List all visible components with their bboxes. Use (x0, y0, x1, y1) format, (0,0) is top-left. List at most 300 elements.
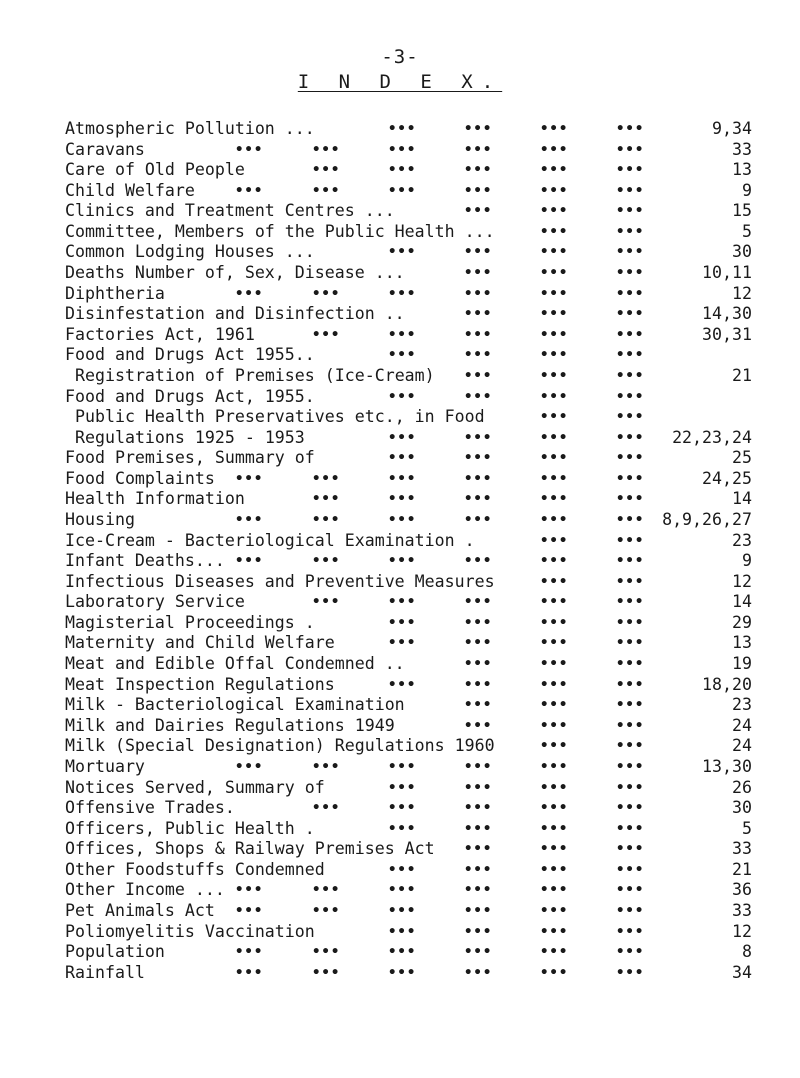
leader-dots: ••• (616, 203, 645, 220)
leader-dots: ••• (388, 594, 417, 611)
leader-dots: ••• (388, 553, 417, 570)
leader-dots: ••• (540, 409, 569, 426)
leader-dots: ••• (464, 614, 493, 631)
leader-dots: ••• (616, 573, 645, 590)
index-entry (0, 181, 800, 202)
leader-dots: ••• (616, 779, 645, 796)
leader-dots: ••• (616, 923, 645, 940)
leader-dots: ••• (616, 532, 645, 549)
leader-dots: ••• (464, 882, 493, 899)
leader-dots: ••• (388, 820, 417, 837)
index-entry (0, 778, 800, 799)
leader-dots: ••• (616, 820, 645, 837)
leader-dots: ••• (540, 511, 569, 528)
leader-dots: ••• (312, 594, 341, 611)
leader-dots: ••• (540, 223, 569, 240)
index-entry-label: Meat Inspection Regulations (65, 674, 335, 694)
index-entry-label: Housing (65, 509, 135, 529)
leader-dots: ••• (540, 244, 569, 261)
leader-dots: ••• (312, 491, 341, 508)
index-entry (0, 284, 800, 305)
leader-dots: ••• (388, 182, 417, 199)
leader-dots: ••• (616, 902, 645, 919)
leader-dots: ••• (464, 367, 493, 384)
leader-dots: ••• (616, 656, 645, 673)
leader-dots: ••• (540, 141, 569, 158)
leader-dots: ••• (616, 244, 645, 261)
leader-dots: ••• (388, 676, 417, 693)
index-entry-label: Factories Act, 1961 (65, 324, 255, 344)
leader-dots: ••• (235, 944, 264, 961)
leader-dots: ••• (235, 511, 264, 528)
index-entry-label: Maternity and Child Welfare (65, 633, 335, 653)
leader-dots: ••• (464, 326, 493, 343)
index-entry-pages: 15 (732, 201, 752, 221)
index-entry (0, 428, 800, 449)
index-entry-pages: 33 (732, 139, 752, 159)
leader-dots: ••• (312, 326, 341, 343)
leader-dots: ••• (464, 203, 493, 220)
index-entry-pages: 30 (732, 798, 752, 818)
index-entry-label: Diphtheria (65, 283, 165, 303)
index-entry-pages: 9 (742, 551, 752, 571)
leader-dots: ••• (616, 491, 645, 508)
index-entry-pages: 18,20 (702, 674, 752, 694)
index-entry-pages: 30 (732, 242, 752, 262)
leader-dots: ••• (388, 964, 417, 981)
index-entry (0, 654, 800, 675)
index-entry (0, 695, 800, 716)
index-entry-pages: 33 (732, 900, 752, 920)
leader-dots: ••• (540, 861, 569, 878)
index-entry-pages: 14 (732, 592, 752, 612)
index-entry-pages: 13 (732, 633, 752, 653)
leader-dots: ••• (464, 594, 493, 611)
leader-dots: ••• (616, 738, 645, 755)
index-entry-pages: 9,34 (712, 119, 752, 138)
index-entry-label: Milk and Dairies Regulations 1949 (65, 715, 395, 735)
index-entry-pages: 5 (742, 818, 752, 838)
leader-dots: ••• (464, 902, 493, 919)
index-entry-label: Mortuary (65, 756, 145, 776)
leader-dots: ••• (540, 594, 569, 611)
index-entry-label: Food Premises, Summary of (65, 448, 315, 468)
leader-dots: ••• (540, 491, 569, 508)
index-entry (0, 757, 800, 778)
index-entry-label: Infant Deaths... (65, 551, 225, 571)
index-entry-label: Milk (Special Designation) Regulations 1960 (65, 736, 495, 756)
index-entry-label: Offensive Trades. (65, 798, 235, 818)
leader-dots: ••• (312, 141, 341, 158)
leader-dots: ••• (388, 244, 417, 261)
leader-dots: ••• (616, 429, 645, 446)
leader-dots: ••• (616, 594, 645, 611)
index-entry-pages: 24 (732, 736, 752, 756)
index-entry (0, 922, 800, 943)
leader-dots: ••• (540, 121, 569, 137)
leader-dots: ••• (464, 861, 493, 878)
leader-dots: ••• (616, 326, 645, 343)
leader-dots: ••• (540, 738, 569, 755)
index-entry-label: Child Welfare (65, 180, 195, 200)
leader-dots: ••• (540, 758, 569, 775)
index-entry (0, 839, 800, 860)
index-entry (0, 736, 800, 757)
leader-dots: ••• (388, 121, 417, 137)
leader-dots: ••• (540, 429, 569, 446)
index-entry (0, 613, 800, 634)
leader-dots: ••• (464, 306, 493, 323)
leader-dots: ••• (540, 470, 569, 487)
leader-dots: ••• (312, 964, 341, 981)
index-entry-pages: 9 (742, 180, 752, 200)
leader-dots: ••• (312, 902, 341, 919)
leader-dots: ••• (464, 265, 493, 282)
leader-dots: ••• (616, 162, 645, 179)
leader-dots: ••• (312, 285, 341, 302)
leader-dots: ••• (540, 902, 569, 919)
leader-dots: ••• (312, 944, 341, 961)
leader-dots: ••• (388, 944, 417, 961)
leader-dots: ••• (464, 511, 493, 528)
leader-dots: ••• (388, 902, 417, 919)
leader-dots: ••• (616, 265, 645, 282)
leader-dots: ••• (540, 182, 569, 199)
index-entry-pages: 12 (732, 571, 752, 591)
leader-dots: ••• (464, 162, 493, 179)
index-entry-label: Disinfestation and Disinfection .. (65, 304, 405, 324)
leader-dots: ••• (464, 182, 493, 199)
leader-dots: ••• (540, 882, 569, 899)
leader-dots: ••• (235, 882, 264, 899)
index-entry-label: Other Foodstuffs Condemned (65, 859, 325, 879)
index-entry (0, 551, 800, 572)
leader-dots: ••• (464, 964, 493, 981)
index-entry (0, 242, 800, 263)
leader-dots: ••• (464, 470, 493, 487)
index-entry-label: Food and Drugs Act, 1955. (65, 386, 315, 406)
leader-dots: ••• (388, 779, 417, 796)
index-entry-label: Registration of Premises (Ice-Cream) (75, 365, 435, 385)
leader-dots: ••• (540, 800, 569, 817)
leader-dots: ••• (616, 964, 645, 981)
leader-dots: ••• (540, 964, 569, 981)
leader-dots: ••• (540, 367, 569, 384)
leader-dots: ••• (540, 306, 569, 323)
leader-dots: ••• (616, 470, 645, 487)
leader-dots: ••• (464, 285, 493, 302)
index-entry (0, 510, 800, 531)
index-entry-pages: 23 (732, 695, 752, 715)
leader-dots: ••• (616, 285, 645, 302)
leader-dots: ••• (235, 758, 264, 775)
leader-dots: ••• (540, 697, 569, 714)
index-title (0, 71, 800, 93)
leader-dots: ••• (388, 285, 417, 302)
leader-dots: ••• (616, 141, 645, 158)
index-entry (0, 489, 800, 510)
leader-dots: ••• (540, 285, 569, 302)
index-entry-pages: 21 (732, 365, 752, 385)
leader-dots: ••• (540, 779, 569, 796)
leader-dots: ••• (464, 758, 493, 775)
index-entry-pages: 29 (732, 612, 752, 632)
leader-dots: ••• (616, 717, 645, 734)
index-entry-label: Milk - Bacteriological Examination (65, 695, 405, 715)
index-entry-pages: 22,23,24 (672, 427, 752, 447)
leader-dots: ••• (540, 676, 569, 693)
index-entry (0, 716, 800, 737)
leader-dots: ••• (388, 635, 417, 652)
index-entry-pages: 25 (732, 448, 752, 468)
leader-dots: ••• (616, 882, 645, 899)
leader-dots: ••• (616, 223, 645, 240)
leader-dots: ••• (312, 470, 341, 487)
leader-dots: ••• (388, 882, 417, 899)
leader-dots: ••• (235, 470, 264, 487)
index-entry-label: Poliomyelitis Vaccination (65, 921, 315, 941)
index-entry (0, 222, 800, 243)
leader-dots: ••• (464, 944, 493, 961)
leader-dots: ••• (464, 779, 493, 796)
leader-dots: ••• (388, 758, 417, 775)
index-entry-label: Ice-Cream - Bacteriological Examination . (65, 530, 475, 550)
leader-dots: ••• (464, 717, 493, 734)
index-entry-label: Pet Animals Act (65, 900, 215, 920)
leader-dots: ••• (616, 676, 645, 693)
leader-dots: ••• (388, 141, 417, 158)
page-number: -3- (381, 46, 419, 68)
leader-dots: ••• (388, 491, 417, 508)
index-entry-pages: 30,31 (702, 324, 752, 344)
index-entry (0, 572, 800, 593)
index-entry-pages: 12 (732, 283, 752, 303)
index-entry (0, 860, 800, 881)
leader-dots: ••• (464, 923, 493, 940)
leader-dots: ••• (464, 841, 493, 858)
leader-dots: ••• (540, 265, 569, 282)
leader-dots: ••• (312, 511, 341, 528)
index-entry (0, 880, 800, 901)
leader-dots: ••• (312, 758, 341, 775)
leader-dots: ••• (540, 614, 569, 631)
leader-dots: ••• (312, 182, 341, 199)
leader-dots: ••• (464, 141, 493, 158)
index-entry (0, 119, 800, 140)
leader-dots: ••• (388, 511, 417, 528)
index-entry (0, 160, 800, 181)
leader-dots: ••• (540, 841, 569, 858)
index-entry-label: Rainfall (65, 962, 145, 982)
index-entry-pages: 33 (732, 839, 752, 859)
leader-dots: ••• (540, 553, 569, 570)
index-entry-label: Other Income ... (65, 880, 225, 900)
index-entry (0, 531, 800, 552)
leader-dots: ••• (388, 470, 417, 487)
index-entry-label: Public Health Preservatives etc., in Food (75, 407, 485, 427)
leader-dots: ••• (540, 532, 569, 549)
leader-dots: ••• (464, 820, 493, 837)
leader-dots: ••• (616, 121, 645, 137)
index-entry-pages: 13 (732, 160, 752, 180)
leader-dots: ••• (540, 573, 569, 590)
leader-dots: ••• (388, 923, 417, 940)
leader-dots: ••• (540, 162, 569, 179)
index-entry (0, 387, 800, 408)
leader-dots: ••• (540, 820, 569, 837)
leader-dots: ••• (540, 717, 569, 734)
index-entry-pages: 10,11 (702, 263, 752, 283)
index-entry (0, 140, 800, 161)
index-entry (0, 345, 800, 366)
index-entry-pages: 36 (732, 880, 752, 900)
leader-dots: ••• (540, 347, 569, 364)
leader-dots: ••• (616, 841, 645, 858)
index-entry-label: Deaths Number of, Sex, Disease ... (65, 263, 405, 283)
index-entry (0, 633, 800, 654)
leader-dots: ••• (235, 964, 264, 981)
index-entry-label: Notices Served, Summary of (65, 777, 325, 797)
leader-dots: ••• (235, 285, 264, 302)
leader-dots: ••• (616, 635, 645, 652)
index-entry-label: Population (65, 942, 165, 962)
leader-dots: ••• (464, 676, 493, 693)
index-entry-pages: 26 (732, 777, 752, 797)
index-entry (0, 592, 800, 613)
index-entry-pages: 34 (732, 962, 752, 982)
index-entry (0, 469, 800, 490)
index-entry (0, 201, 800, 222)
leader-dots: ••• (312, 882, 341, 899)
index-entry-pages: 14,30 (702, 304, 752, 324)
leader-dots: ••• (616, 409, 645, 426)
leader-dots: ••• (388, 429, 417, 446)
leader-dots: ••• (616, 944, 645, 961)
leader-dots: ••• (616, 697, 645, 714)
index-entry (0, 901, 800, 922)
index-entry-label: Magisterial Proceedings . (65, 612, 315, 632)
leader-dots: ••• (616, 800, 645, 817)
leader-dots: ••• (388, 861, 417, 878)
index-entry-label: Infectious Diseases and Preventive Measures (65, 571, 495, 591)
leader-dots: ••• (464, 347, 493, 364)
leader-dots: ••• (616, 450, 645, 467)
index-entry-pages: 24 (732, 715, 752, 735)
leader-dots: ••• (616, 614, 645, 631)
leader-dots: ••• (312, 553, 341, 570)
index-entry-pages: 24,25 (702, 468, 752, 488)
index-entry (0, 942, 800, 963)
index-entry-label: Committee, Members of the Public Health ... (65, 221, 495, 241)
leader-dots: ••• (464, 244, 493, 261)
index-title-text: I N D E X. (297, 71, 503, 93)
index-entry-label: Common Lodging Houses ... (65, 242, 315, 262)
index-entry-label: Atmospheric Pollution ... (65, 119, 315, 138)
leader-dots: ••• (464, 697, 493, 714)
index-entry (0, 366, 800, 387)
index-entry (0, 304, 800, 325)
index-entry-label: Clinics and Treatment Centres ... (65, 201, 395, 221)
index-list (0, 119, 800, 983)
index-entry-label: Caravans (65, 139, 145, 159)
leader-dots: ••• (616, 182, 645, 199)
leader-dots: ••• (464, 450, 493, 467)
index-entry-label: Care of Old People (65, 160, 245, 180)
index-entry-pages: 13,30 (702, 756, 752, 776)
leader-dots: ••• (540, 635, 569, 652)
index-entry (0, 407, 800, 428)
leader-dots: ••• (388, 388, 417, 405)
leader-dots: ••• (464, 121, 493, 137)
index-entry-label: Laboratory Service (65, 592, 245, 612)
index-entry (0, 819, 800, 840)
index-entry-pages: 8,9,26,27 (662, 509, 752, 529)
index-entry-label: Regulations 1925 - 1953 (75, 427, 305, 447)
leader-dots: ••• (312, 162, 341, 179)
index-entry-pages: 12 (732, 921, 752, 941)
index-entry-label: Health Information (65, 489, 245, 509)
leader-dots: ••• (540, 203, 569, 220)
leader-dots: ••• (388, 800, 417, 817)
index-entry (0, 675, 800, 696)
leader-dots: ••• (616, 553, 645, 570)
leader-dots: ••• (312, 800, 341, 817)
leader-dots: ••• (235, 182, 264, 199)
leader-dots: ••• (464, 553, 493, 570)
leader-dots: ••• (540, 388, 569, 405)
index-entry (0, 963, 800, 984)
index-entry (0, 798, 800, 819)
index-entry-pages: 23 (732, 530, 752, 550)
index-entry-label: Food and Drugs Act 1955.. (65, 345, 315, 365)
leader-dots: ••• (388, 450, 417, 467)
index-entry-label: Officers, Public Health . (65, 818, 315, 838)
leader-dots: ••• (388, 162, 417, 179)
leader-dots: ••• (464, 656, 493, 673)
index-entry-label: Offices, Shops & Railway Premises Act (65, 839, 435, 859)
leader-dots: ••• (388, 347, 417, 364)
leader-dots: ••• (540, 656, 569, 673)
index-entry (0, 263, 800, 284)
leader-dots: ••• (464, 388, 493, 405)
index-entry-label: Meat and Edible Offal Condemned .. (65, 654, 405, 674)
leader-dots: ••• (616, 511, 645, 528)
index-entry (0, 325, 800, 346)
index-entry (0, 448, 800, 469)
leader-dots: ••• (616, 861, 645, 878)
leader-dots: ••• (235, 141, 264, 158)
leader-dots: ••• (616, 347, 645, 364)
leader-dots: ••• (616, 367, 645, 384)
leader-dots: ••• (540, 326, 569, 343)
leader-dots: ••• (464, 491, 493, 508)
index-entry-pages: 5 (742, 221, 752, 241)
leader-dots: ••• (464, 429, 493, 446)
index-entry-pages: 8 (742, 942, 752, 962)
leader-dots: ••• (616, 388, 645, 405)
leader-dots: ••• (540, 450, 569, 467)
leader-dots: ••• (540, 923, 569, 940)
leader-dots: ••• (235, 553, 264, 570)
index-entry-label: Food Complaints (65, 468, 215, 488)
leader-dots: ••• (464, 635, 493, 652)
leader-dots: ••• (388, 326, 417, 343)
leader-dots: ••• (388, 614, 417, 631)
index-entry-pages: 21 (732, 859, 752, 879)
leader-dots: ••• (464, 800, 493, 817)
leader-dots: ••• (235, 902, 264, 919)
leader-dots: ••• (616, 758, 645, 775)
